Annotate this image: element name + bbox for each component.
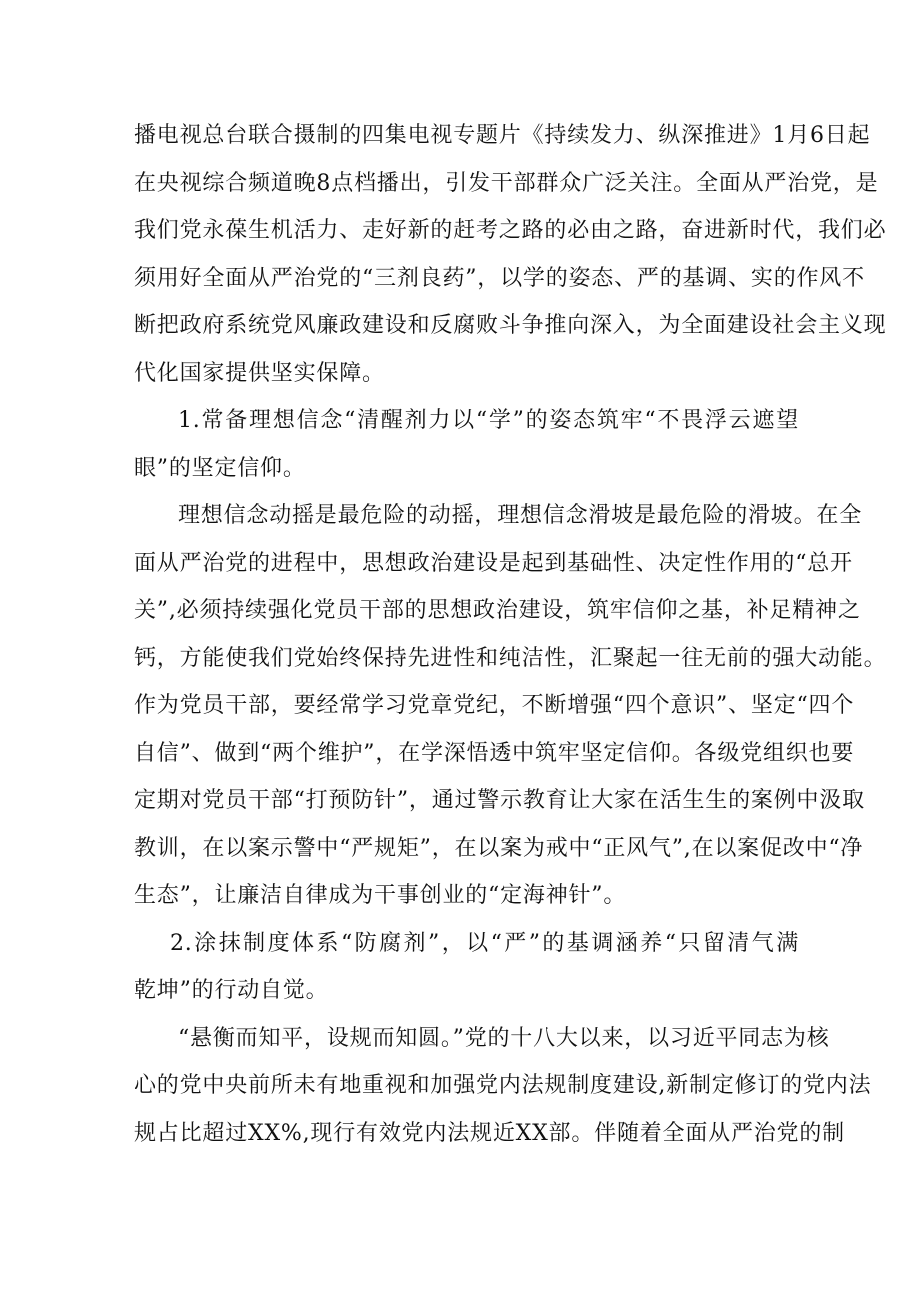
section-heading-continuation: 眼”的坚定信仰。 bbox=[134, 455, 306, 481]
paragraph-line: 生态”，让廉洁自律成为干事创业的“定海神针”。 bbox=[134, 883, 627, 908]
paragraph-line: 代化国家提供坚实保障。 bbox=[134, 360, 385, 386]
section-heading: 1.常备理想信念“清醒剂力以“学”的姿态筑牢“不畏浮云遮望 bbox=[178, 408, 799, 433]
paragraph-line: 断把政府系统党风廉政建设和反腐败斗争推向深入，为全面建设社会主义现 bbox=[134, 313, 887, 338]
paragraph-line: 教训，在以案示警中“严规矩”，在以案为戒中“正风气”,在以案促改中“净 bbox=[134, 835, 864, 861]
paragraph-line: 钙，方能使我们党始终保持先进性和纯洁性，汇聚起一往无前的强大动能。 bbox=[134, 645, 887, 671]
section-heading-continuation: 乾坤”的行动自觉。 bbox=[134, 978, 329, 1003]
paragraph-line: 作为党员干部，要经常学习党章党纪，不断增强“四个意识”、坚定“四个 bbox=[134, 693, 855, 718]
paragraph-line: 规占比超过XX%,现行有效党内法规近XX部。伴随着全面从严治党的制 bbox=[134, 1120, 845, 1146]
paragraph-line: 自信”、做到“两个维护”，在学深悟透中筑牢坚定信仰。各级党组织也要 bbox=[134, 740, 855, 766]
paragraph-line: 定期对党员干部“打预防针”，通过警示教育让大家在活生生的案例中汲取 bbox=[134, 788, 865, 813]
paragraph-line: 理想信念动摇是最危险的动摇，理想信念滑坡是最危险的滑坡。在全 bbox=[178, 503, 863, 528]
paragraph-line: 在央视综合频道晚8点档播出，引发干部群众广泛关注。全面从严治党，是 bbox=[134, 170, 879, 196]
document-page bbox=[134, 112, 887, 1157]
section-heading: 2.涂抹制度体系“防腐剂”，以“严”的基调涵养“只留清气满 bbox=[170, 930, 799, 956]
paragraph-line: 心的党中央前所未有地重视和加强党内法规制度建设,新制定修订的党内法 bbox=[134, 1073, 872, 1098]
paragraph-line: “悬衡而知平，设规而知圆。”党的十八大以来，以习近平同志为核 bbox=[178, 1025, 830, 1051]
paragraph-line: 播电视总台联合摄制的四集电视专题片《持续发力、纵深推进》1月6日起 bbox=[134, 123, 871, 148]
paragraph-line: 须用好全面从严治党的“三剂良药”，以学的姿态、严的基调、实的作风不 bbox=[134, 265, 865, 291]
paragraph-line: 关”,必须持续强化党员干部的思想政治建设，筑牢信仰之基，补足精神之 bbox=[134, 598, 861, 623]
paragraph-line: 面从严治党的进程中，思想政治建设是起到基础性、决定性作用的“总开 bbox=[134, 550, 853, 576]
paragraph-line: 我们党永葆生机活力、走好新的赶考之路的必由之路，奋进新时代，我们必 bbox=[134, 218, 887, 243]
